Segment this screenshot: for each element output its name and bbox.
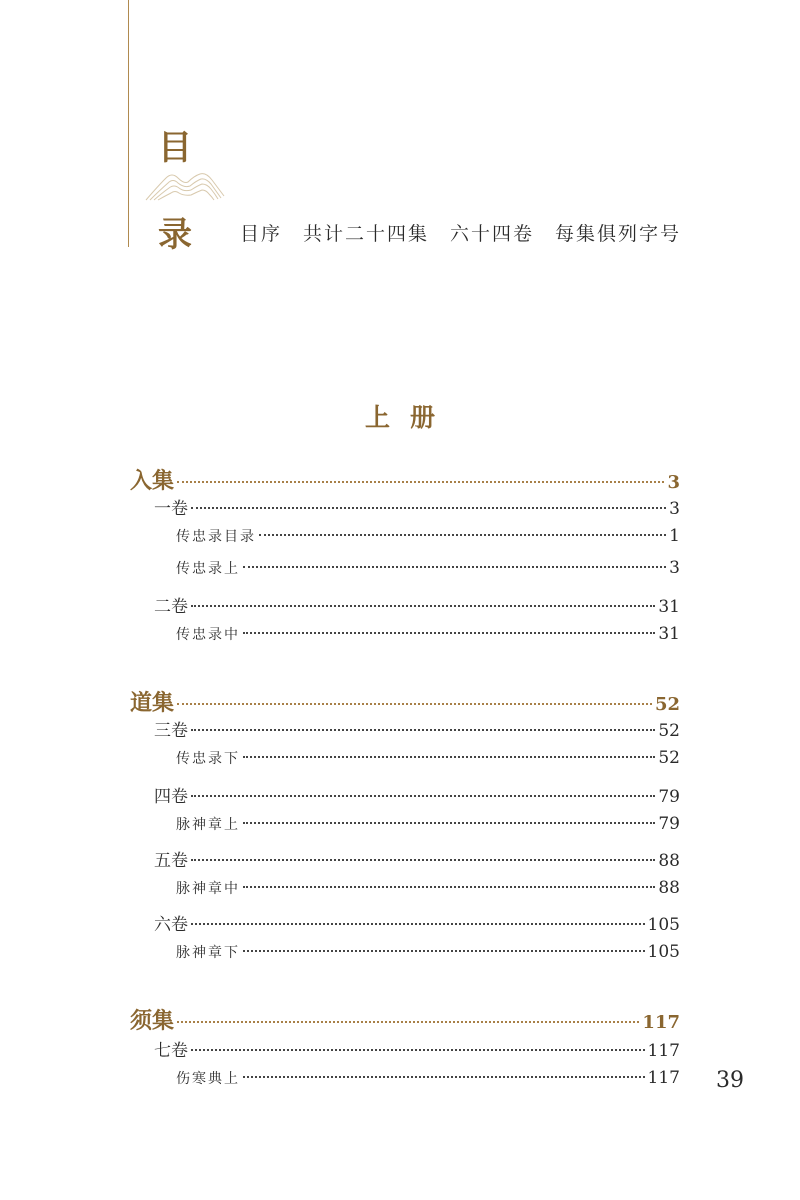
- toc-entry[interactable]: [154, 494, 680, 519]
- toc-entry-label: 脉神章中: [176, 881, 240, 897]
- heading-char-mu: 目: [158, 128, 192, 168]
- toc-leader-dots: [191, 923, 645, 925]
- toc-entry[interactable]: [176, 942, 680, 962]
- toc-entry-page: 31: [658, 624, 680, 644]
- toc-entry-label: 须集: [130, 1008, 175, 1034]
- toc-leader-dots: [177, 1021, 639, 1023]
- toc-entry[interactable]: [176, 1068, 680, 1088]
- toc-leader-dots: [243, 632, 655, 634]
- page-number: 39: [716, 1068, 744, 1093]
- toc-entry-page: 3: [669, 499, 680, 519]
- toc-entry-page: 52: [658, 748, 680, 768]
- toc-leader-dots: [191, 507, 666, 509]
- toc-entry-label: 传忠录中: [176, 627, 240, 643]
- mountain-ornament-icon: [144, 166, 226, 202]
- toc-leader-dots: [177, 481, 664, 483]
- toc-leader-dots: [243, 1076, 645, 1078]
- toc-leader-dots: [191, 729, 655, 731]
- toc-leader-dots: [191, 795, 655, 797]
- toc-entry-page: 88: [658, 878, 680, 898]
- toc-entry[interactable]: [154, 846, 680, 871]
- toc-entry[interactable]: [176, 748, 680, 768]
- toc-leader-dots: [191, 1049, 645, 1051]
- decorative-vertical-line: [128, 0, 129, 247]
- toc-entry-page: 1: [669, 526, 680, 546]
- toc-entry[interactable]: [154, 716, 680, 741]
- toc-entry[interactable]: [176, 526, 680, 546]
- toc-entry-label: 传忠录上: [176, 561, 240, 577]
- toc-entry-label: 伤寒典上: [176, 1071, 240, 1087]
- toc-entry-page: 31: [658, 597, 680, 617]
- toc-leader-dots: [259, 534, 666, 536]
- toc-leader-dots: [191, 605, 655, 607]
- volume-title: 上册: [364, 403, 455, 432]
- toc-entry-label: 七卷: [154, 1041, 188, 1061]
- toc-entry-page: 79: [658, 787, 680, 807]
- toc-entry-label: 三卷: [154, 721, 188, 741]
- toc-entry[interactable]: [154, 592, 680, 617]
- toc-entry[interactable]: [176, 878, 680, 898]
- toc-entry[interactable]: [130, 1004, 680, 1035]
- toc-leader-dots: [177, 703, 652, 705]
- toc-leader-dots: [243, 886, 655, 888]
- toc-entry-label: 五卷: [154, 851, 188, 871]
- toc-entry-label: 一卷: [154, 499, 188, 519]
- toc-entry[interactable]: [176, 814, 680, 834]
- toc-entry-label: 道集: [130, 690, 175, 716]
- toc-entry-page: 52: [654, 694, 680, 715]
- toc-entry[interactable]: [130, 686, 680, 717]
- toc-entry[interactable]: [154, 910, 680, 935]
- toc-leader-dots: [243, 950, 645, 952]
- toc-leader-dots: [243, 822, 655, 824]
- toc-leader-dots: [243, 566, 666, 568]
- toc-entry-page: 105: [647, 942, 680, 962]
- toc-entry-label: 入集: [130, 468, 175, 494]
- toc-entry[interactable]: [130, 464, 680, 495]
- toc-entry[interactable]: [154, 782, 680, 807]
- toc-entry-label: 脉神章上: [176, 817, 240, 833]
- toc-entry-label: 四卷: [154, 787, 188, 807]
- toc-entry-page: 3: [669, 558, 680, 578]
- toc-entry-label: 传忠录目录: [176, 529, 256, 545]
- toc-entry-page: 52: [658, 721, 680, 741]
- toc-entry-label: 脉神章下: [176, 945, 240, 961]
- toc-entry[interactable]: [176, 558, 680, 578]
- toc-entry-page: 117: [642, 1012, 680, 1033]
- toc-entry-label: 传忠录下: [176, 751, 240, 767]
- subtitle: 目序 共计二十四集 六十四卷 每集俱列字号: [240, 223, 682, 245]
- toc-entry-page: 3: [667, 472, 680, 493]
- toc-leader-dots: [191, 859, 655, 861]
- toc-entry-page: 79: [658, 814, 680, 834]
- heading-char-lu: 录: [158, 215, 192, 255]
- toc-entry-page: 117: [647, 1041, 680, 1061]
- toc-entry-page: 117: [647, 1068, 680, 1088]
- toc-entry[interactable]: [154, 1036, 680, 1061]
- toc-entry-page: 88: [658, 851, 680, 871]
- toc-leader-dots: [243, 756, 655, 758]
- toc-entry[interactable]: [176, 624, 680, 644]
- toc-entry-page: 105: [647, 915, 680, 935]
- toc-entry-label: 二卷: [154, 597, 188, 617]
- toc-entry-label: 六卷: [154, 915, 188, 935]
